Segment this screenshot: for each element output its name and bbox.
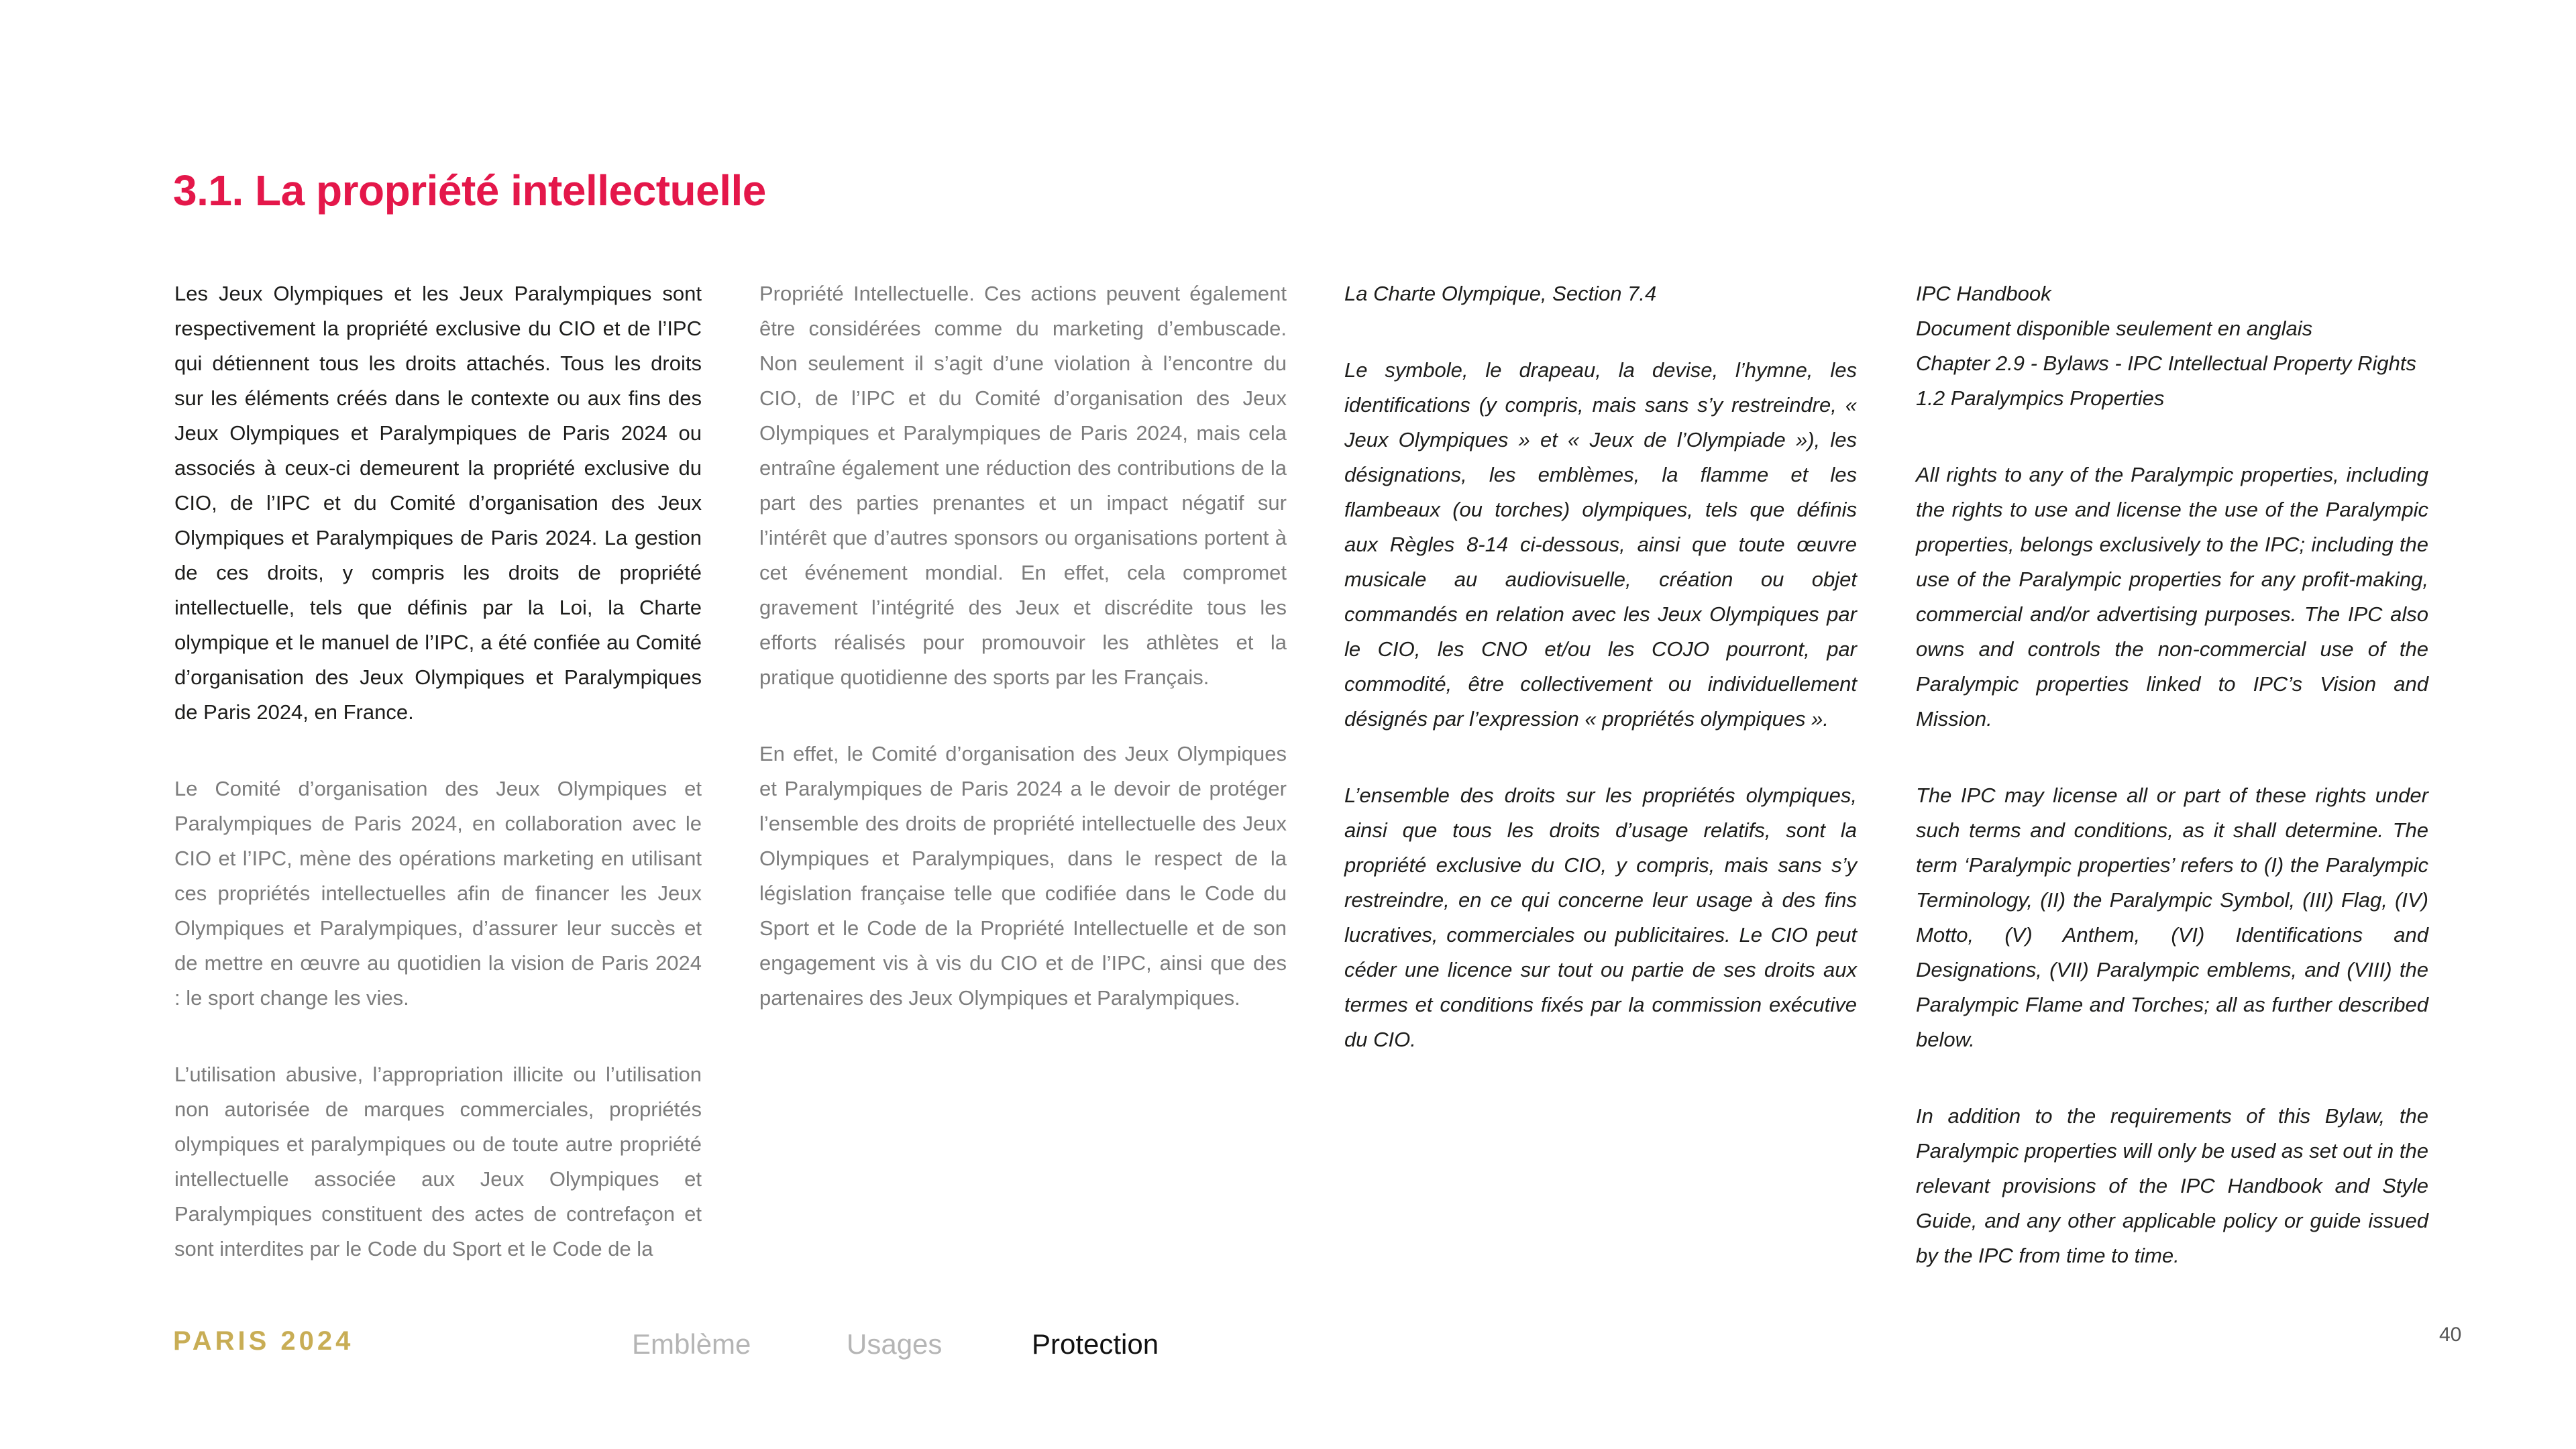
ipc-paragraph-3: In addition to the requirements of this Bylaw, the Paralympic properties will only be used as set out in the relevant provisions of the IPC Handbook and Style Guide, and any other applicable policy or guide issued by the IPC from time to time. (1916, 1104, 2428, 1267)
nav-usages[interactable]: Usages (847, 1328, 943, 1360)
infringement-paragraph: L’utilisation abusive, l’appropriation illicite ou l’utilisation non autorisée de marques commerciales, propriétés olympiques et paralympiques ou de toute autre propriété intellectuelle associée aux Jeux Olympiques et Paralympiques constituent des actes de contrefaçon et sont interdites par le Code du Sport et le Code de la (174, 1063, 702, 1260)
nav-protection[interactable]: Protection (1032, 1328, 1159, 1360)
ipc-heading-line-3: Chapter 2.9 - Bylaws - IPC Intellectual Property Rights (1916, 352, 2417, 375)
intro-paragraph: Les Jeux Olympiques et les Jeux Paralympiques sont respectivement la propriété exclusive du CIO et de l’IPC qui détiennent tous les droits attachés. Tous les droits sur les éléments créés dans le contexte ou aux fins des Jeux Olympiques et Paralympiques de Paris 2024 ou associés à ceux-ci demeurent la propriété exclusive du CIO, de l’IPC et du Comité d’organisation des Jeux Olympiques et Paralympiques de Paris 2024. La gestion de ces droits, y compris les droits de propriété intellectuelle, tels que définis par la Loi, la Charte olympique et le manuel de l’IPC, a été confiée au Comité d’organisation des Jeux Olympiques et Paralympiques de Paris 2024, en France. (174, 282, 702, 724)
nav-embleme[interactable]: Emblème (632, 1328, 751, 1360)
page-number: 40 (2439, 1324, 2462, 1346)
ambush-marketing-paragraph: Propriété Intellectuelle. Ces actions peuvent également être considérées comme du marketing d’embuscade. Non seulement il s’agit d’une violation à l’encontre du CIO, de l’IPC et du Comité d’organisation des Jeux Olympiques et Paralympiques de Paris 2024, mais cela entraîne également une réduction des contributions de la part des parties prenantes et un impact négatif sur l’intérêt que d’autres sponsors ou organisations portent à cet événement mondial. En effet, cela compromet gravement l’intégrité des Jeux et discrédite tous les efforts réalisés pour promouvoir les athlètes et la pratique quotidienne des sports par les Français. (759, 282, 1287, 689)
column-protection (759, 276, 1287, 1057)
ipc-heading (1916, 276, 2428, 416)
ipc-paragraph-2: The IPC may license all or part of these rights under such terms and conditions, as it shall determine. The term ‘Paralympic properties’ refers to (I) the Paralympic Terminology, (II) the Paralympic Symbol, (III) Flag, (IV) Motto, (V) Anthem, (VI) Identifications and Designations, (VII) Paralympic emblems, and (VIII) the Paralympic Flame and Torches; all as further described below. (1916, 784, 2428, 1051)
marketing-paragraph: Le Comité d’organisation des Jeux Olympiques et Paralympiques de Paris 2024, en collaboration avec le CIO et l’IPC, mène des opérations marketing en utilisant ces propriétés intellectuelles afin de financer les Jeux Olympiques et Paralympiques, d’assurer leur succès et de mettre en œuvre au quotidien la vision de Paris 2024 : le sport change les vies. (174, 777, 702, 1010)
ipc-heading-line-2: Document disponible seulement en anglais (1916, 317, 2313, 340)
column-intro (174, 276, 702, 1308)
ipc-paragraph-1: All rights to any of the Paralympic properties, including the rights to use and license the use of the Paralympic properties, belongs exclusively to the IPC; including the use of the Paralympic properties for any profit-making, commercial and/or advertising purposes. The IPC also owns and controls the non-commercial use of the Paralympic properties linked to IPC’s Vision and Mission. (1916, 463, 2428, 731)
paris-2024-logo: PARIS 2024 (173, 1326, 354, 1356)
ipc-heading-line-1: IPC Handbook (1916, 282, 2051, 305)
column-ipc-handbook (1916, 276, 2428, 1315)
column-olympic-charter (1344, 276, 1857, 1099)
page-title: 3.1. La propriété intellectuelle (173, 166, 766, 215)
charter-heading: La Charte Olympique, Section 7.4 (1344, 282, 1657, 305)
charter-paragraph-1: Le symbole, le drapeau, la devise, l’hymne, les identifications (y compris, mais sans s’y restreindre, « Jeux Olympiques » et « Jeux de l’Olympiade »), les désignations, les emblèmes, la flamme et les flambeaux (ou torches) olympiques, tels que définis aux Règles 8-14 ci-dessous, ainsi que toute œuvre musicale au audiovisuelle, création ou objet commandés en relation avec les Jeux Olympiques par le CIO, les CNO et/ou les COJO pourront, par commodité, être collectivement ou individuellement désignés par l’expression « propriétés olympiques ». (1344, 358, 1857, 731)
ipc-heading-line-4: 1.2 Paralympics Properties (1916, 386, 2165, 410)
charter-paragraph-2: L’ensemble des droits sur les propriétés olympiques, ainsi que tous les droits d’usage relatifs, sont la propriété exclusive du CIO, y compris, mais sans s’y restreindre, en ce qui concerne leur usage à des fins lucratives, commerciales ou publicitaires. Le CIO peut céder une licence sur tout ou partie de ses droits aux termes et conditions fixés par la commission exécutive du CIO. (1344, 784, 1857, 1051)
duty-paragraph: En effet, le Comité d’organisation des Jeux Olympiques et Paralympiques de Paris 2024 a le devoir de protéger l’ensemble des droits de propriété intellectuelle des Jeux Olympiques et Paralympiques, dans le respect de la législation française telle que codifiée dans le Code du Sport et le Code de la Propriété Intellectuelle et de son engagement vis à vis du CIO et de l’IPC, ainsi que des partenaires des Jeux Olympiques et Paralympiques. (759, 742, 1287, 1010)
